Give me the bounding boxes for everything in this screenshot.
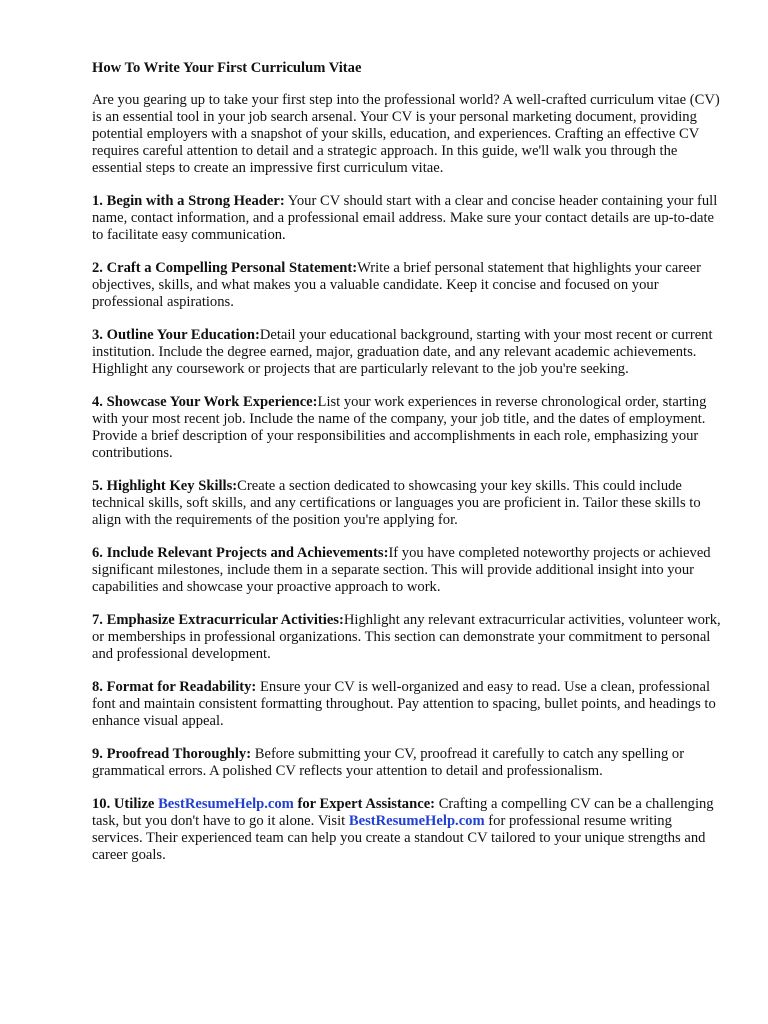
section-2 (92, 260, 722, 311)
section-5-heading: 5. Highlight Key Skills: (92, 478, 238, 494)
section-8 (92, 679, 722, 730)
best-resume-help-link-2[interactable]: BestResumeHelp.com (348, 813, 485, 829)
section-6-heading: 6. Include Relevant Projects and Achievements: (92, 545, 389, 561)
section-1 (92, 193, 722, 244)
section-10-body-start: Crafting a compelling CV can be a challenging task, but you don't have to go it alone. Visit (92, 796, 714, 829)
section-3 (92, 327, 722, 378)
section-10-heading-start: 10. Utilize (92, 796, 159, 812)
section-10-body-end: for professional resume writing services. Their experienced team can help you create a standout CV tailored to your unique strengths and career goals. (92, 813, 706, 863)
document-title: How To Write Your First Curriculum Vitae (92, 60, 362, 76)
section-6-body: If you have completed noteworthy projects or achieved significant milestones, include them in a separate section. This will provide additional insight into your capabilities and showcase your proactive approach to work. (92, 545, 711, 595)
section-8-heading: 8. Format for Readability: (92, 679, 257, 695)
section-6 (92, 545, 722, 596)
section-4-heading: 4. Showcase Your Work Experience: (92, 394, 318, 410)
section-7-body: Highlight any relevant extracurricular activities, volunteer work, or memberships in professional organizations. This section can demonstrate your commitment to personal and professional development. (92, 612, 721, 662)
section-2-body: Write a brief personal statement that highlights your career objectives, skills, and what makes you a valuable candidate. Keep it concise and focused on your professional aspirations. (92, 260, 701, 310)
section-9-body: Before submitting your CV, proofread it carefully to catch any spelling or grammatical errors. A polished CV reflects your attention to detail and professionalism. (92, 746, 685, 779)
section-3-body: Detail your educational background, starting with your most recent or current institution. Include the degree earned, major, graduation date, and any relevant academic achievements. Highlight any coursework or projects that are particularly relevant to the job you're seeking. (92, 327, 713, 377)
section-1-heading: 1. Begin with a Strong Header: (92, 193, 285, 209)
section-9 (92, 746, 722, 780)
intro-paragraph: Are you gearing up to take your first step into the professional world? A well-crafted curriculum vitae (CV) is an essential tool in your job search arsenal. Your CV is your personal marketing document, providing potential employers with a snapshot of your skills, education, and experiences. Crafting an effective CV requires careful attention to detail and a strategic approach. In this guide, we'll walk you through the essential steps to create an impressive first curriculum vitae. (92, 92, 720, 176)
section-1-body: Your CV should start with a clear and concise header containing your full name, contact information, and a professional email address. Make sure your contact details are up-to-date to facilitate easy communication. (92, 193, 718, 243)
section-7-heading: 7. Emphasize Extracurricular Activities: (92, 612, 344, 628)
section-10-heading-end: for Expert Assistance: (293, 796, 436, 812)
section-7 (92, 612, 722, 663)
section-5-body: Create a section dedicated to showcasing your key skills. This could include technical skills, soft skills, and any certifications or languages you are proficient in. Tailor these skills to align with the requirements of the position you're applying for. (92, 478, 701, 528)
document-page (92, 60, 722, 880)
section-2-heading: 2. Craft a Compelling Personal Statement: (92, 260, 358, 276)
section-4 (92, 394, 722, 462)
best-resume-help-link-1[interactable]: BestResumeHelp.com (158, 796, 294, 812)
section-8-body: Ensure your CV is well-organized and easy to read. Use a clean, professional font and maintain consistent formatting throughout. Pay attention to spacing, bullet points, and headings to enhance visual appeal. (92, 679, 716, 729)
section-9-heading: 9. Proofread Thoroughly: (92, 746, 252, 762)
section-10 (92, 796, 722, 864)
section-5 (92, 478, 722, 529)
section-4-body: List your work experiences in reverse chronological order, starting with your most recent job. Include the name of the company, your job title, and the dates of employment. Provide a brief description of your responsibilities and accomplishments in each role, emphasizing your contributions. (92, 394, 707, 461)
section-3-heading: 3. Outline Your Education: (92, 327, 260, 343)
